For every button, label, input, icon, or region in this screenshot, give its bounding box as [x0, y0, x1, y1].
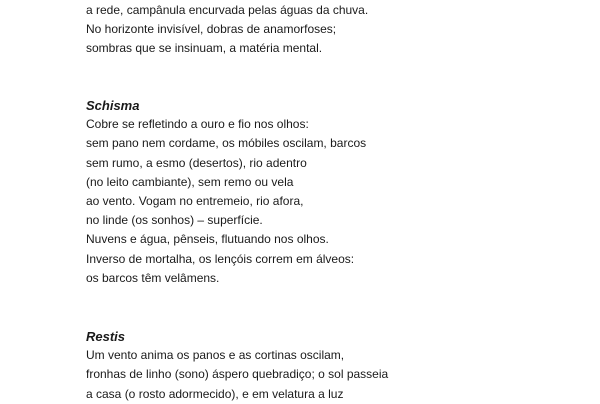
poem-line: sem pano nem cordame, os móbiles oscilam, barcos: [86, 136, 367, 151]
poem-line: Nuvens e água, pênseis, flutuando nos olhos.: [86, 232, 329, 247]
poem-line: No horizonte invisível, dobras de anamorfoses;: [86, 22, 337, 37]
poem-line: ao vento. Vogam no entremeio, rio afora,: [86, 194, 304, 209]
poem-line: Cobre se refletindo a ouro e fio nos olhos:: [86, 117, 309, 132]
poem-line: sem rumo, a esmo (desertos), rio adentro: [86, 155, 307, 170]
poem-line: Inverso de mortalha, os lençóis correm em álveos:: [86, 251, 355, 266]
poem-line: os barcos têm velâmens.: [86, 270, 220, 285]
poem-title: Restis: [86, 329, 126, 344]
poem-line: Um vento anima os panos e as cortinas oscilam,: [86, 348, 345, 363]
poem-line: a rede, campânula encurvada pelas águas da chuva.: [86, 3, 369, 17]
poem-line: (no leito cambiante), sem remo ou vela: [86, 174, 294, 189]
poem-schisma: [86, 96, 366, 288]
poem-line: a casa (o rosto adormecido), e em velatura a luz: [86, 386, 344, 401]
poem-restis: [86, 327, 388, 404]
poem-line: fronhas de linho (sono) áspero quebradiço; o sol passeia: [86, 367, 389, 382]
poem-title: Schisma: [86, 98, 140, 113]
poem-line: no linde (os sonhos) – superfície.: [86, 213, 263, 228]
poem-line: sombras que se insinuam, a matéria mental.: [86, 41, 323, 56]
poem-fragment-continued: [86, 1, 368, 59]
